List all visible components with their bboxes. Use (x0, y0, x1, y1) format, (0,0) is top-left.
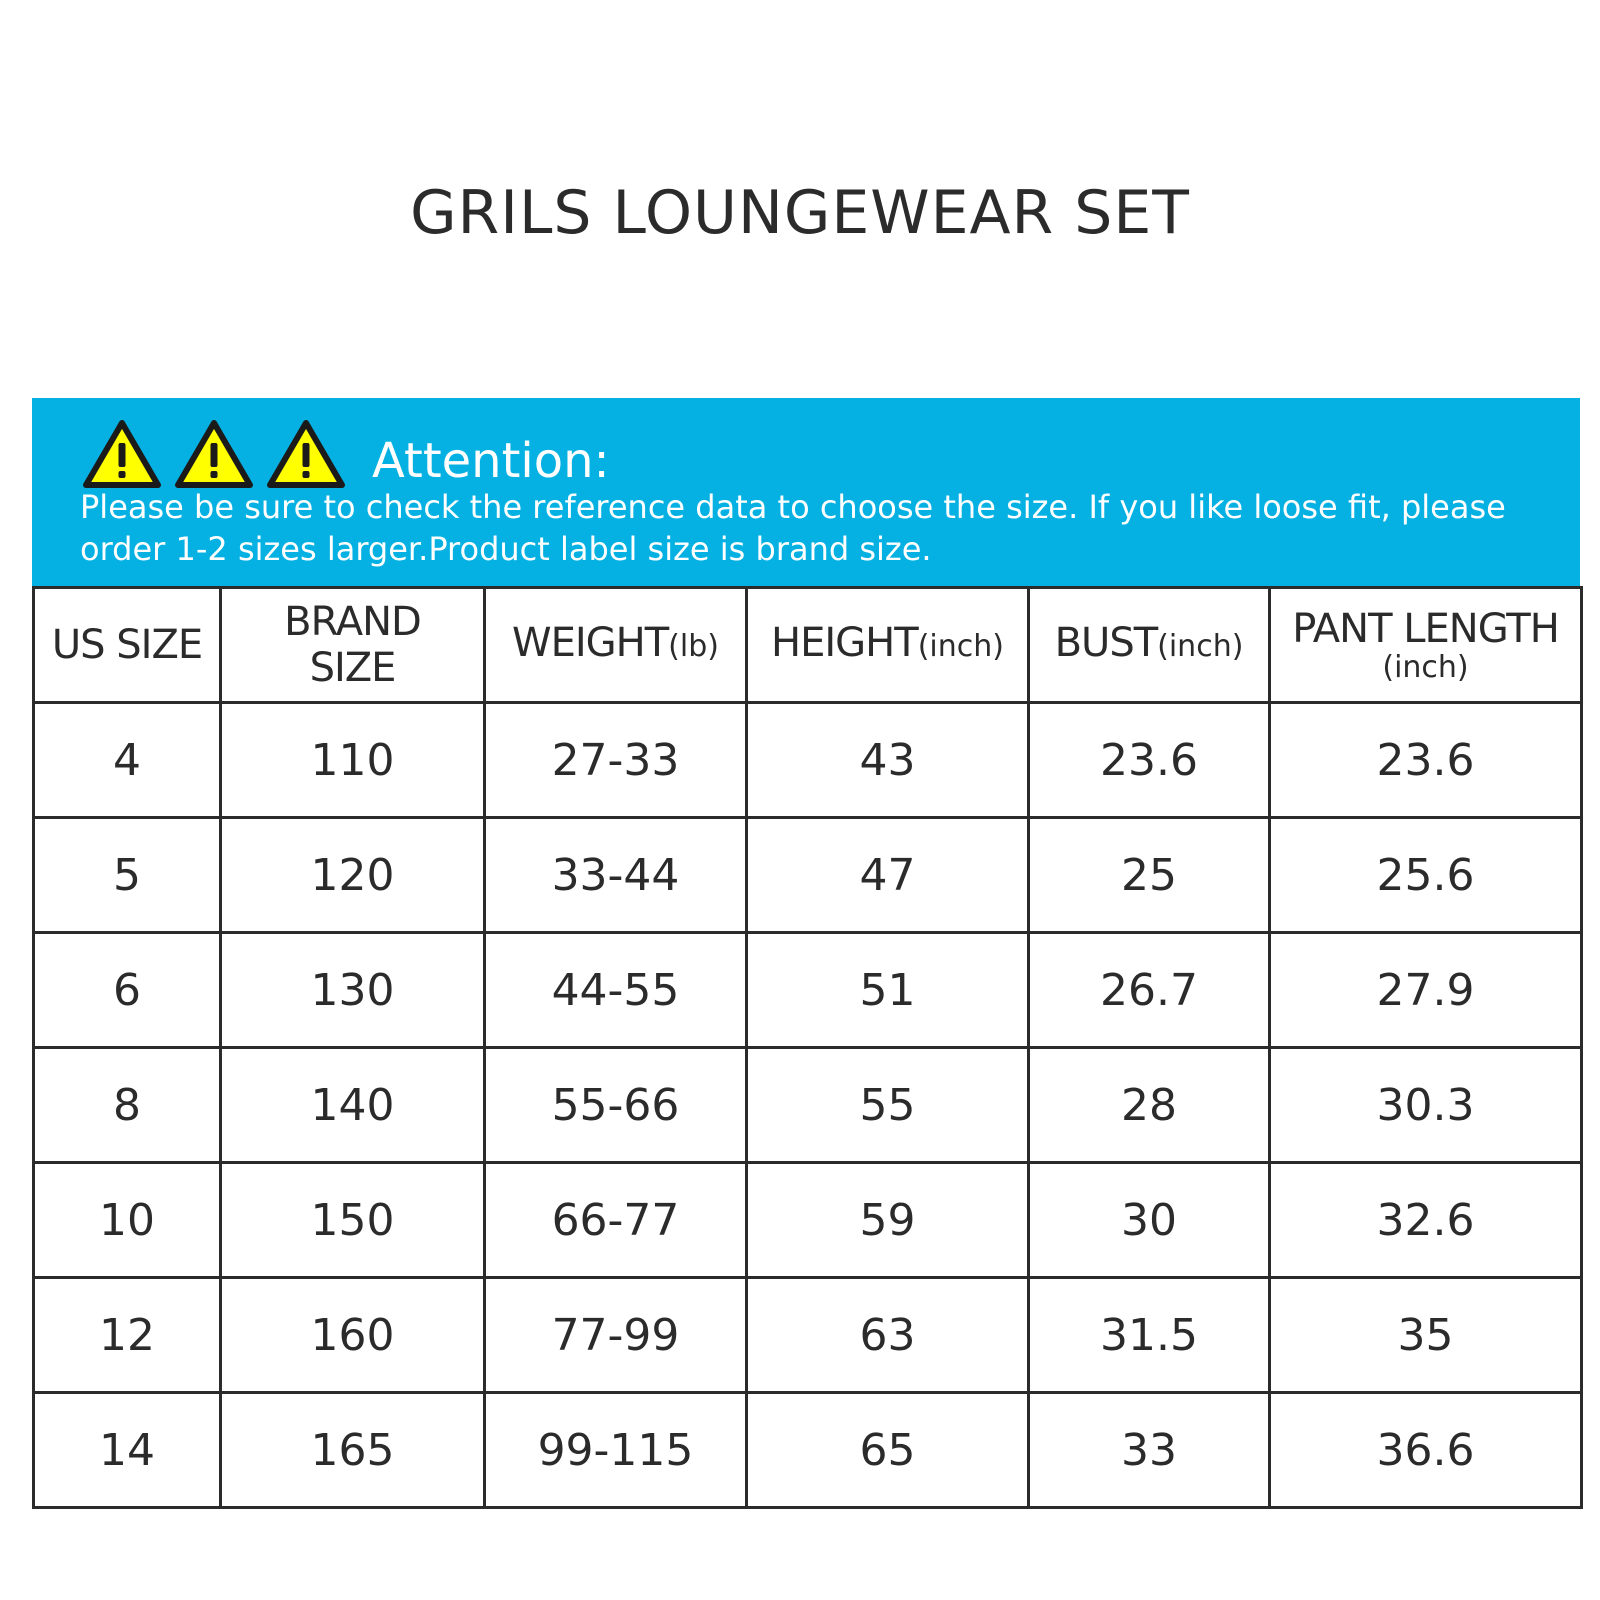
page-title: GRILS LOUNGEWEAR SET (410, 178, 1190, 248)
cell-us-size: 5 (34, 818, 221, 933)
cell-height: 63 (747, 1278, 1029, 1393)
header-us-size (34, 588, 221, 703)
cell-pant-length: 36.6 (1270, 1393, 1582, 1508)
cell-brand-size: 150 (221, 1163, 485, 1278)
attention-heading: Attention: (372, 433, 610, 489)
header-pant-length-label: PANT LENGTH (1292, 606, 1559, 652)
header-bust (1029, 588, 1270, 703)
header-us-size-label: US SIZE (51, 622, 203, 668)
header-weight-unit: (lb) (668, 629, 719, 664)
cell-us-size: 10 (34, 1163, 221, 1278)
header-height-unit: (inch) (917, 629, 1004, 664)
cell-pant-length: 25.6 (1270, 818, 1582, 933)
cell-us-size: 4 (34, 703, 221, 818)
cell-bust: 33 (1029, 1393, 1270, 1508)
header-brand-size-line1: BRAND (284, 599, 421, 645)
cell-weight: 77-99 (485, 1278, 747, 1393)
table-row (34, 933, 1582, 1048)
cell-us-size: 14 (34, 1393, 221, 1508)
cell-height: 47 (747, 818, 1029, 933)
header-brand-size (221, 588, 485, 703)
table-row (34, 1278, 1582, 1393)
header-weight-label: WEIGHT (512, 620, 669, 666)
cell-weight: 33-44 (485, 818, 747, 933)
attention-message: Please be sure to check the reference data to choose the size. If you like loose fit, please order 1-2 sizes larger.Product label size is brand size. (80, 488, 1506, 568)
cell-brand-size: 160 (221, 1278, 485, 1393)
cell-height: 51 (747, 933, 1029, 1048)
table-row (34, 818, 1582, 933)
cell-brand-size: 130 (221, 933, 485, 1048)
cell-height: 65 (747, 1393, 1029, 1508)
table-row (34, 1163, 1582, 1278)
header-pant-length-unit: (inch) (1382, 650, 1469, 685)
cell-bust: 31.5 (1029, 1278, 1270, 1393)
cell-weight: 55-66 (485, 1048, 747, 1163)
attention-banner (32, 398, 1580, 588)
attention-header (82, 416, 610, 492)
header-height (747, 588, 1029, 703)
cell-bust: 26.7 (1029, 933, 1270, 1048)
cell-height: 59 (747, 1163, 1029, 1278)
header-bust-label: BUST (1054, 620, 1158, 666)
cell-us-size: 12 (34, 1278, 221, 1393)
cell-us-size: 6 (34, 933, 221, 1048)
cell-height: 43 (747, 703, 1029, 818)
size-table (32, 586, 1583, 1509)
cell-pant-length: 32.6 (1270, 1163, 1582, 1278)
cell-weight: 99-115 (485, 1393, 747, 1508)
warning-icon (82, 419, 162, 489)
header-bust-unit: (inch) (1157, 629, 1244, 664)
warning-icon (174, 419, 254, 489)
cell-height: 55 (747, 1048, 1029, 1163)
header-weight (485, 588, 747, 703)
table-header-row (34, 588, 1582, 703)
cell-weight: 66-77 (485, 1163, 747, 1278)
cell-bust: 25 (1029, 818, 1270, 933)
cell-bust: 23.6 (1029, 703, 1270, 818)
header-brand-size-line2: SIZE (309, 645, 396, 691)
cell-bust: 30 (1029, 1163, 1270, 1278)
cell-us-size: 8 (34, 1048, 221, 1163)
cell-brand-size: 110 (221, 703, 485, 818)
warning-icon (266, 419, 346, 489)
cell-pant-length: 30.3 (1270, 1048, 1582, 1163)
header-height-label: HEIGHT (771, 620, 918, 666)
table-row (34, 1393, 1582, 1508)
table-row (34, 1048, 1582, 1163)
cell-brand-size: 120 (221, 818, 485, 933)
cell-pant-length: 27.9 (1270, 933, 1582, 1048)
cell-weight: 44-55 (485, 933, 747, 1048)
cell-pant-length: 23.6 (1270, 703, 1582, 818)
cell-brand-size: 165 (221, 1393, 485, 1508)
cell-pant-length: 35 (1270, 1278, 1582, 1393)
table-row (34, 703, 1582, 818)
header-pant-length (1270, 588, 1582, 703)
cell-weight: 27-33 (485, 703, 747, 818)
cell-bust: 28 (1029, 1048, 1270, 1163)
cell-brand-size: 140 (221, 1048, 485, 1163)
